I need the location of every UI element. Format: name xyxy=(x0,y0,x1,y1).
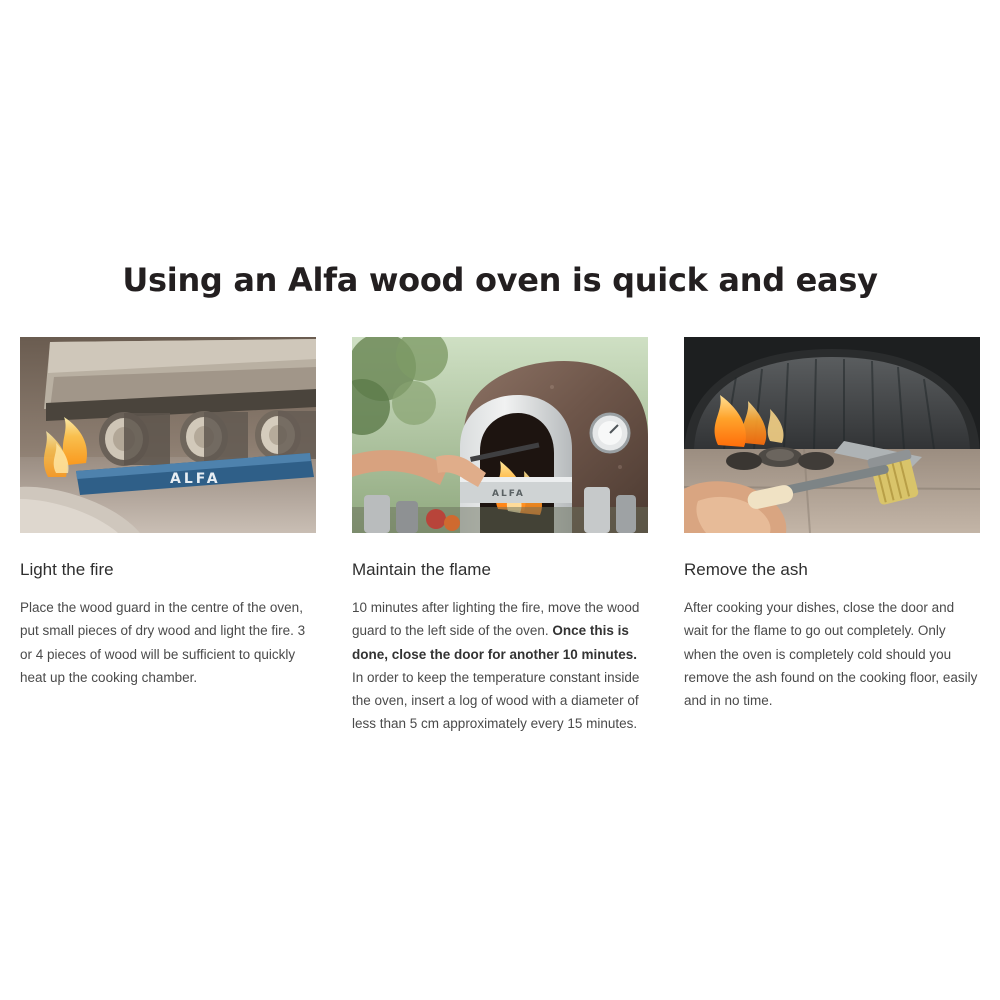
step-body-pre: After cooking your dishes, close the door and wait for the flame to go out completely. Only when the oven is completely cold should you remove the ash found on the cooking floor, easily and in no time. xyxy=(684,600,978,708)
svg-text:ALFA: ALFA xyxy=(492,489,525,499)
step-card-light-the-fire xyxy=(20,337,316,735)
step-image-maintain-the-flame xyxy=(352,337,648,533)
step-card-remove-the-ash xyxy=(684,337,980,735)
maintain-the-flame-illustration xyxy=(352,337,648,533)
step-title: Remove the ash xyxy=(684,560,808,579)
step-body xyxy=(684,596,980,712)
step-image-remove-the-ash xyxy=(684,337,980,533)
page-title: Using an Alfa wood oven is quick and easy xyxy=(122,261,878,300)
step-body-post: In order to keep the temperature constant inside the oven, insert a log of wood with a diameter of less than 5 cm approximately every 15 minutes. xyxy=(352,669,640,732)
step-card-maintain-the-flame xyxy=(352,337,648,735)
step-title: Light the fire xyxy=(20,560,114,579)
step-body xyxy=(352,596,648,735)
step-body-pre: Place the wood guard in the centre of the oven, put small pieces of dry wood and light the fire. 3 or 4 pieces of wood will be sufficient to quickly heat up the cooking chamber. xyxy=(20,600,306,685)
steps-columns xyxy=(20,337,980,735)
step-body-bold: Once this is done, close the door for another 10 minutes. xyxy=(352,623,638,662)
step-body xyxy=(20,596,316,689)
svg-text:ALFA: ALFA xyxy=(170,471,221,487)
light-the-fire-illustration xyxy=(20,337,316,533)
step-body-pre: 10 minutes after lighting the fire, move the wood guard to the left side of the oven. xyxy=(352,600,640,639)
remove-the-ash-illustration xyxy=(684,337,980,533)
step-image-light-the-fire xyxy=(20,337,316,533)
step-title: Maintain the flame xyxy=(352,560,491,579)
